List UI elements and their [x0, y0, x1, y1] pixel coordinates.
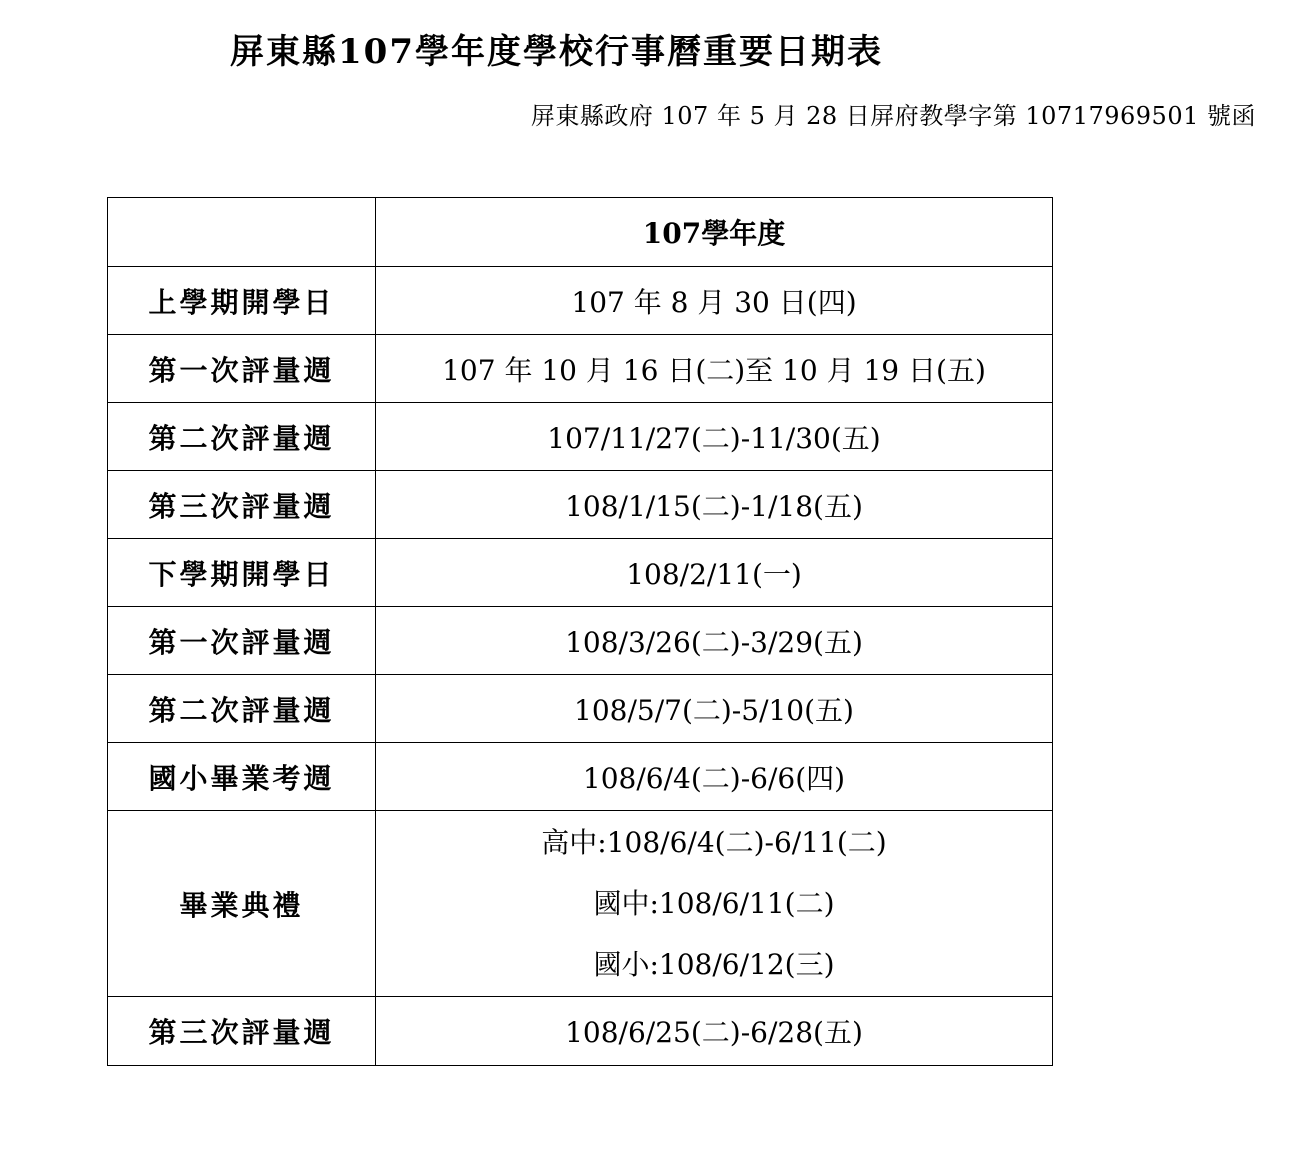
row-value: 108/3/26(二)-3/29(五)	[376, 607, 1053, 675]
row-label: 第三次評量週	[108, 471, 376, 539]
row-value: 107 年 8 月 30 日(四)	[376, 267, 1053, 335]
table-row	[108, 607, 1053, 675]
table-row	[108, 743, 1053, 811]
document-reference: 屏東縣政府 107 年 5 月 28 日屏府教學字第 10717969501 號函	[530, 102, 1256, 130]
calendar-table	[107, 197, 1053, 1066]
graduation-label: 畢業典禮	[108, 811, 376, 997]
row-label: 國小畢業考週	[108, 743, 376, 811]
row-value: 108/2/11(一)	[376, 539, 1053, 607]
row-value: 108/6/4(二)-6/6(四)	[376, 743, 1053, 811]
row-label: 第一次評量週	[108, 335, 376, 403]
graduation-line-elementary: 國小:108/6/12(三)	[593, 948, 835, 981]
row-value: 108/1/15(二)-1/18(五)	[376, 471, 1053, 539]
graduation-line-junior-high: 國中:108/6/11(二)	[593, 887, 835, 920]
table-row	[108, 997, 1053, 1066]
row-value: 107/11/27(二)-11/30(五)	[376, 403, 1053, 471]
graduation-line-senior-high: 高中:108/6/4(二)-6/11(二)	[541, 826, 887, 859]
table-row	[108, 471, 1053, 539]
row-label: 下學期開學日	[108, 539, 376, 607]
row-value: 108/6/25(二)-6/28(五)	[376, 997, 1053, 1066]
row-label: 第一次評量週	[108, 607, 376, 675]
page-title: 屏東縣107學年度學校行事曆重要日期表	[230, 32, 883, 72]
row-label: 上學期開學日	[108, 267, 376, 335]
row-label: 第二次評量週	[108, 675, 376, 743]
table-row	[108, 267, 1053, 335]
row-value: 108/5/7(二)-5/10(五)	[376, 675, 1053, 743]
corner-cell	[108, 198, 376, 267]
table-row	[108, 335, 1053, 403]
row-label: 第三次評量週	[108, 997, 376, 1066]
table-row	[108, 675, 1053, 743]
table-row	[108, 403, 1053, 471]
graduation-dates	[376, 811, 1053, 997]
table-row	[108, 539, 1053, 607]
row-value: 107 年 10 月 16 日(二)至 10 月 19 日(五)	[376, 335, 1053, 403]
graduation-row	[108, 811, 1053, 997]
table-header-row	[108, 198, 1053, 267]
row-label: 第二次評量週	[108, 403, 376, 471]
year-header: 107學年度	[376, 198, 1053, 267]
